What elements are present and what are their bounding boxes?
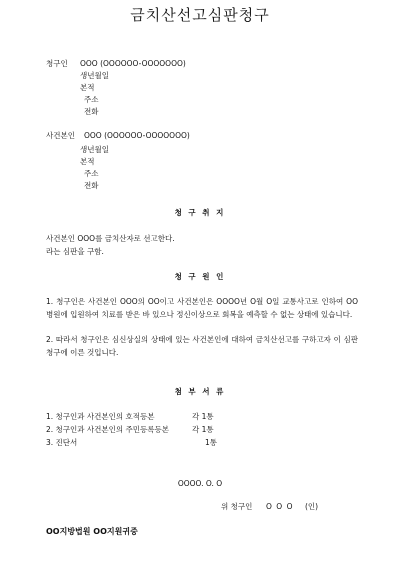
attachment-qty-1: 각 1통: [192, 412, 214, 421]
attachment-item-2: 2. 청구인과 사건본인의 주민등록등본: [46, 425, 169, 434]
claimant-phone-label: 전화: [84, 107, 99, 116]
principal-label: 사건본인: [46, 131, 75, 140]
claimant-label: 청구인: [46, 59, 68, 68]
claimant-domicile-label: 본적: [80, 83, 95, 92]
purpose-line-1: 사건본인 OOO를 금치산자로 선고한다.: [46, 234, 175, 243]
claimant-birthdate-label: 생년월일: [80, 71, 109, 80]
claimant-address-label: 주소: [84, 95, 99, 104]
attachment-item-3: 3. 진단서: [46, 438, 78, 447]
cause-paragraph-2: 2. 따라서 청구인은 심신상실의 상태에 있는 사건본인에 대하여 금치산선고를 구하고자 이 심판 청구에 이른 것입니다.: [46, 335, 358, 357]
principal-domicile-label: 본적: [80, 157, 95, 166]
signature-name: O O O: [266, 502, 294, 511]
attachment-qty-2: 각 1통: [192, 425, 214, 434]
document-title: 금치산선고심판청구: [130, 6, 270, 24]
attachment-qty-3: 1통: [205, 438, 218, 447]
purpose-heading: 청 구 취 지: [174, 208, 226, 217]
purpose-line-2: 라는 심판을 구함.: [46, 247, 104, 256]
principal-value: OOO (OOOOOO-OOOOOOO): [84, 131, 190, 140]
court-addressee: OO지방법원 OO지원귀중: [46, 527, 138, 536]
signature-seal: (인): [305, 502, 319, 511]
filing-date: OOOO. O. O: [177, 479, 223, 488]
principal-address-label: 주소: [84, 169, 99, 178]
principal-phone-label: 전화: [84, 181, 99, 190]
attachment-item-1: 1. 청구인과 사건본인의 호적등본: [46, 412, 155, 421]
claimant-value: OOO (OOOOOO-OOOOOOO): [80, 59, 186, 68]
cause-heading: 청 구 원 인: [174, 272, 226, 281]
principal-birthdate-label: 생년월일: [80, 145, 109, 154]
attachments-heading: 첨 부 서 류: [174, 387, 226, 396]
signature-prefix: 위 청구인: [221, 502, 253, 511]
cause-paragraph-1: 1. 청구인은 사건본인 OOO의 OO이고 사건본인은 OOOO년 O월 O일 교통사고로 인하여 OO병원에 입원하여 치료를 받은 바 있으나 정신이상으로 회복을 예측할 수 없는 상태에 있습니다.: [46, 297, 358, 319]
